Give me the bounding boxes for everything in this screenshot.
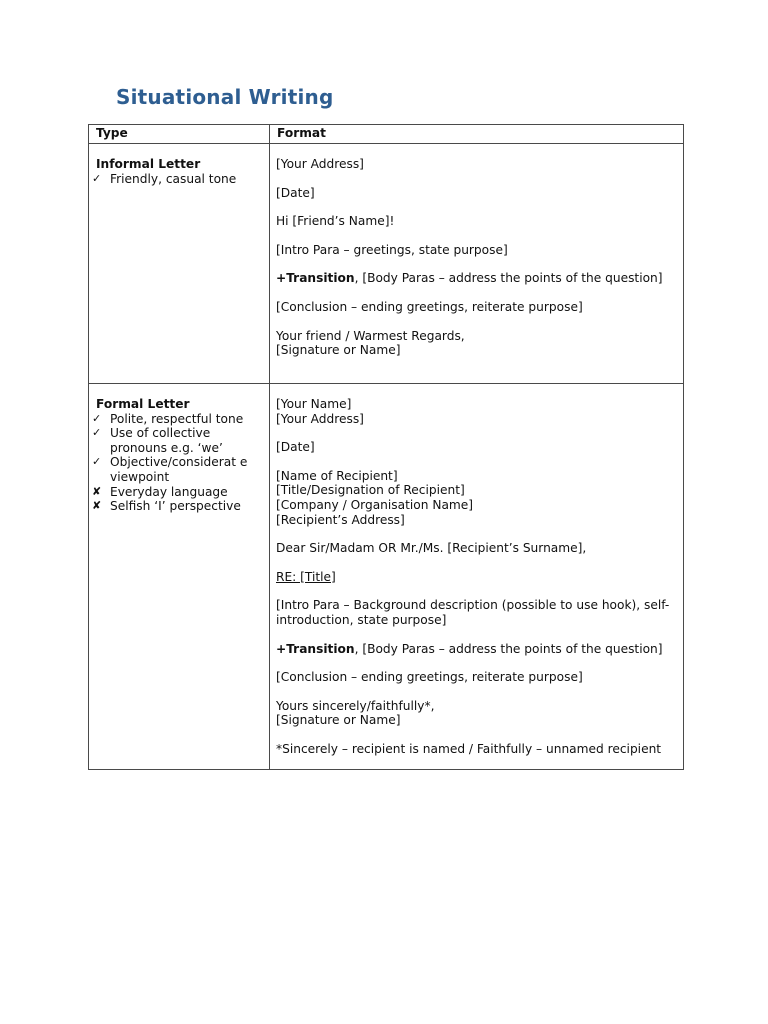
format-transition bbox=[276, 642, 677, 657]
check-icon: ✓ bbox=[92, 455, 102, 469]
format-recipient-title: [Title/Designation of Recipient] bbox=[276, 483, 465, 498]
cross-icon: ✘ bbox=[92, 499, 102, 513]
format-intro: [Intro Para – greetings, state purpose] bbox=[276, 242, 508, 257]
header-type: Type bbox=[89, 125, 270, 144]
transition-label: +Transition bbox=[276, 271, 355, 286]
format-intro: [Intro Para – Background description (possible to use hook), self-introduction, state purpose] bbox=[276, 598, 670, 627]
formal-format-cell bbox=[270, 384, 684, 770]
informal-type-cell bbox=[89, 144, 270, 384]
transition-label: +Transition bbox=[276, 641, 355, 656]
point-text: Everyday language bbox=[110, 484, 228, 499]
table-header-row bbox=[89, 125, 684, 144]
transition-text: , [Body Paras – address the points of the question] bbox=[354, 271, 663, 286]
list-item bbox=[91, 485, 263, 500]
check-icon: ✓ bbox=[92, 426, 102, 440]
format-signoff: Your friend / Warmest Regards, bbox=[276, 328, 465, 343]
format-re-title: RE: [Title] bbox=[276, 569, 336, 584]
format-date: [Date] bbox=[276, 440, 315, 455]
list-item bbox=[91, 172, 263, 187]
point-text: Objective/considerat e viewpoint bbox=[110, 455, 248, 484]
informal-points bbox=[92, 171, 263, 187]
informal-type-label: Informal Letter bbox=[96, 157, 201, 171]
format-footnote: *Sincerely – recipient is named / Faithfully – unnamed recipient bbox=[276, 741, 662, 756]
format-signature: [Signature or Name] bbox=[276, 713, 401, 728]
format-greeting: Hi [Friend’s Name]! bbox=[276, 214, 395, 229]
check-icon: ✓ bbox=[92, 411, 102, 425]
format-conclusion: [Conclusion – ending greetings, reiterate purpose] bbox=[276, 299, 583, 314]
list-item bbox=[91, 412, 263, 427]
cross-icon: ✘ bbox=[92, 484, 102, 498]
format-signature: [Signature or Name] bbox=[276, 343, 401, 358]
formal-type-cell bbox=[89, 384, 270, 770]
format-address: [Your Address] bbox=[276, 157, 364, 171]
format-address: [Your Address] bbox=[276, 411, 364, 426]
formal-type-label: Formal Letter bbox=[96, 397, 190, 411]
check-icon: ✓ bbox=[92, 171, 102, 185]
list-item bbox=[91, 426, 263, 455]
point-text: Friendly, casual tone bbox=[110, 171, 237, 186]
format-date: [Date] bbox=[276, 185, 315, 200]
table-row-informal bbox=[89, 144, 684, 384]
format-name: [Your Name] bbox=[276, 397, 352, 411]
formal-points bbox=[92, 411, 263, 514]
format-company: [Company / Organisation Name] bbox=[276, 497, 474, 512]
header-format: Format bbox=[270, 125, 684, 144]
format-table bbox=[88, 124, 684, 770]
point-text: Polite, respectful tone bbox=[110, 411, 244, 426]
transition-text: , [Body Paras – address the points of the question] bbox=[354, 641, 663, 656]
format-conclusion: [Conclusion – ending greetings, reiterate purpose] bbox=[276, 670, 583, 685]
list-item bbox=[91, 499, 263, 514]
list-item bbox=[91, 455, 263, 484]
point-text: Selfish ‘I’ perspective bbox=[110, 499, 241, 514]
format-signoff: Yours sincerely/faithfully*, bbox=[276, 698, 435, 713]
table-row-formal bbox=[89, 384, 684, 770]
informal-format-cell bbox=[270, 144, 684, 384]
format-recipient-address: [Recipient’s Address] bbox=[276, 512, 405, 527]
format-salutation: Dear Sir/Madam OR Mr./Ms. [Recipient’s Surname], bbox=[276, 541, 587, 556]
page-title: Situational Writing bbox=[116, 85, 334, 109]
format-transition bbox=[276, 271, 677, 286]
format-recipient-name: [Name of Recipient] bbox=[276, 468, 398, 483]
point-text: Use of collective pronouns e.g. ‘we’ bbox=[110, 426, 223, 455]
